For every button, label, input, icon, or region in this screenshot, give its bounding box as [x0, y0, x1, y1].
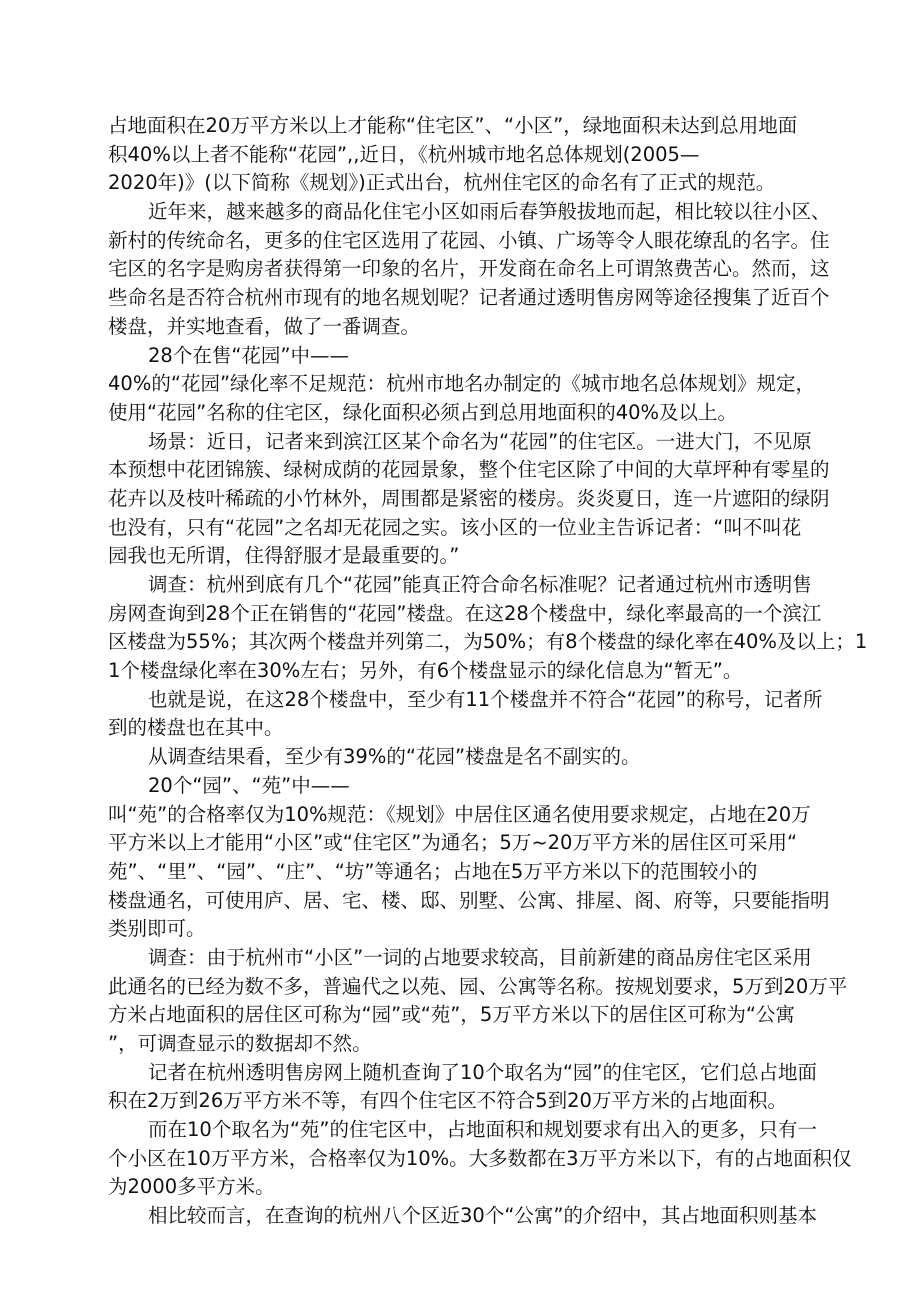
text-line: 1个楼盘绿化率在30%左右；另外，有6个楼盘显示的绿化信息为“暂无”。 — [108, 659, 743, 683]
text-line: 叫“苑”的合格率仅为10%规范：《规划》中居住区通名使用要求规定，占地在20万 — [108, 802, 811, 826]
text-line: 宅区的名字是购房者获得第一印象的名片，开发商在命名上可谓煞费苦心。然而，这 — [108, 257, 830, 281]
text-line: 也没有，只有“花园”之名却无花园之实。该小区的一位业主告诉记者：“叫不叫花 — [108, 515, 802, 539]
text-line: 积40%以上者不能称“花园”,,近日，《杭州城市地名总体规划(2005— — [108, 142, 700, 166]
text-line: 积在2万到26万平方米不等，有四个住宅区不符合5到20万平方米的占地面积。 — [108, 1089, 787, 1113]
text-line: 记者在杭州透明售房网上随机查询了10个取名为“园”的住宅区，它们总占地面 — [148, 1060, 818, 1084]
text-line: 而在10个取名为“苑”的住宅区中，占地面积和规划要求有出入的更多，只有一 — [148, 1118, 818, 1142]
text-line: 使用“花园”名称的住宅区，绿化面积必须占到总用地面积的40%及以上。 — [108, 400, 738, 424]
text-line: 到的楼盘也在其中。 — [108, 716, 284, 740]
text-line: 方米占地面积的居住区可称为“园”或“苑”，5万平方米以下的居住区可称为“公寓 — [108, 1003, 795, 1027]
text-line: 20个“园”、“苑”中—— — [148, 773, 350, 797]
text-line: 本预想中花团锦簇、绿树成荫的花园景象，整个住宅区除了中间的大草坪种有零星的 — [108, 458, 830, 482]
text-line: 从调查结果看，至少有39%的“花园”楼盘是名不副实的。 — [148, 745, 641, 769]
text-line: 2020年)》(以下简称《规划》)正式出台，杭州住宅区的命名有了正式的规范。 — [108, 171, 776, 195]
text-line: 调查：由于杭州市“小区”一词的占地要求较高，目前新建的商品房住宅区采用 — [148, 945, 812, 969]
text-line: 场景：近日，记者来到滨江区某个命名为“花园”的住宅区。一进大门，不见原 — [148, 429, 812, 453]
text-line: 园我也无所谓，住得舒服才是最重要的。” — [108, 544, 460, 568]
text-line: 相比较而言，在查询的杭州八个区近30个“公寓”的介绍中，其占地面积则基本 — [148, 1204, 818, 1228]
text-line: 楼盘通名，可使用庐、居、宅、楼、邸、别墅、公寓、排屋、阁、府等，只要能指明 — [108, 888, 830, 912]
text-line: 类别即可。 — [108, 917, 206, 941]
text-line: 40%的“花园”绿化率不足规范：杭州市地名办制定的《城市地名总体规划》规定， — [108, 372, 816, 396]
text-line: 花卉以及枝叶稀疏的小竹林外，周围都是紧密的楼房。炎炎夏日，连一片遮阳的绿阴 — [108, 486, 830, 510]
text-line: 新村的传统命名，更多的住宅区选用了花园、小镇、广场等令人眼花缭乱的名字。住 — [108, 228, 830, 252]
text-line: 些命名是否符合杭州市现有的地名规划呢？记者通过透明售房网等途径搜集了近百个 — [108, 286, 830, 310]
text-line: 占地面积在20万平方米以上才能称“住宅区”、“小区”，绿地面积未达到总用地面 — [108, 114, 798, 137]
text-line: 区楼盘为55%；其次两个楼盘并列第二，为50%；有8个楼盘的绿化率在40%及以上；1 — [108, 630, 868, 654]
text-line: 28个在售“花园”中—— — [148, 343, 350, 367]
text-line: 平方米以上才能用“小区”或“住宅区”为通名；5万~20万平方米的居住区可采用“ — [108, 831, 798, 855]
text-line: 为2000多平方米。 — [108, 1175, 275, 1199]
text-line: 也就是说，在这28个楼盘中，至少有11个楼盘并不符合“花园”的称号，记者所 — [148, 687, 823, 711]
text-line: 此通名的已经为数不多，普遍代之以苑、园、公寓等名称。按规划要求，5万到20万平 — [108, 974, 848, 998]
text-line: ”，可调查显示的数据却不然。 — [108, 1032, 372, 1055]
text-line: 个小区在10万平方米，合格率仅为10%。大多数都在3万平方米以下，有的占地面积仅 — [108, 1146, 852, 1170]
text-line: 楼盘，并实地查看，做了一番调查。 — [108, 314, 421, 338]
text-line: 房网查询到28个正在销售的“花园”楼盘。在这28个楼盘中，绿化率最高的一个滨江 — [108, 601, 822, 625]
document-body — [108, 112, 868, 1231]
text-line: 近年来，越来越多的商品化住宅小区如雨后春笋般拔地而起，相比较以往小区、 — [148, 200, 831, 224]
text-line: 调查：杭州到底有几个“花园”能真正符合命名标准呢？记者通过杭州市透明售 — [148, 573, 812, 596]
text-line: 苑”、“里”、“园”、“庄”、“坊”等通名；占地在5万平方米以下的范围较小的 — [108, 859, 758, 883]
